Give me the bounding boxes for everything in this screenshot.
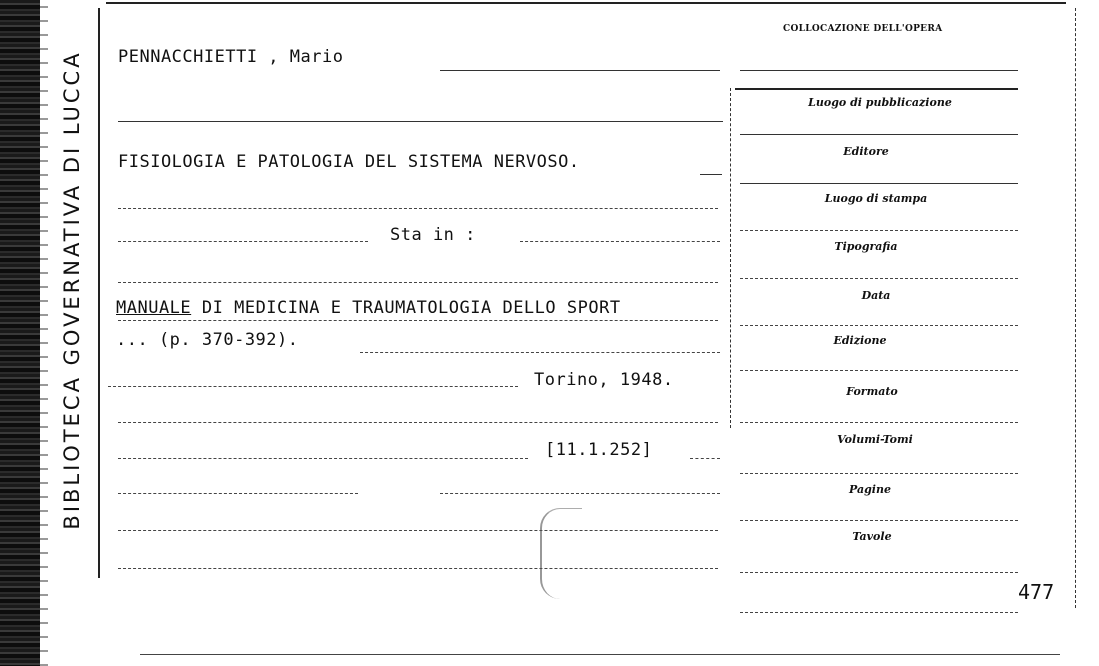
field-rule-9 [740, 520, 1018, 521]
host-work-rest: DI MEDICINA E TRAUMATOLOGIA DELLO SPORT [191, 298, 621, 318]
blank-rule-3 [118, 282, 718, 283]
sta-in-rule-left [118, 241, 368, 242]
left-margin-rule [98, 8, 100, 578]
field-rule-4 [740, 278, 1018, 279]
field-rule-1 [740, 134, 1018, 135]
library-spine [54, 0, 90, 580]
field-pagine: Pagine [849, 483, 891, 496]
field-luogo-stampa: Luogo di stampa [824, 192, 928, 205]
field-luogo-pubblicazione: Luogo di pubblicazione [808, 96, 952, 109]
sta-in-rule-right [520, 241, 720, 242]
right-edge-rule [1075, 8, 1076, 608]
blank-rule-2 [118, 208, 718, 209]
library-name: BIBLIOTECA GOVERNATIVA DI LUCCA [60, 50, 84, 530]
field-rule-2 [740, 183, 1018, 184]
field-rule-6 [740, 370, 1018, 371]
author: PENNACCHIETTI , Mario [118, 47, 344, 67]
author-rule [440, 70, 720, 71]
field-edizione: Edizione [833, 334, 887, 347]
section-divider [730, 88, 731, 428]
field-data: Data [861, 289, 891, 302]
field-rule-10 [740, 572, 1018, 573]
card-edge-highlight [40, 0, 48, 666]
field-volumi-tomi: Volumi-Tomi [837, 433, 913, 446]
field-editore: Editore [843, 145, 889, 158]
collocazione-heading: COLLOCAZIONE DELL'OPERA [783, 24, 943, 34]
host-work [116, 298, 621, 318]
host-work-prefix: MANUALE [116, 298, 192, 318]
collocazione-top-rule [735, 88, 1018, 90]
blank-rule-6 [440, 493, 720, 494]
field-rule-11 [740, 612, 1018, 613]
blank-rule-1 [118, 121, 723, 122]
title-rule [700, 174, 722, 175]
shelfmark-rule [118, 458, 528, 459]
field-formato: Formato [846, 385, 898, 398]
place-year-rule [108, 386, 518, 387]
place-year: Torino, 1948. [534, 370, 674, 390]
sta-in-label: Sta in : [390, 225, 476, 245]
corner-mark: 477 [1018, 580, 1055, 604]
field-rule-7 [740, 422, 1018, 423]
host-work-rule [118, 320, 718, 321]
page-range-rule [360, 352, 720, 353]
faint-stamp-mark [540, 508, 582, 599]
bottom-rule [140, 654, 1060, 655]
field-rule-5 [740, 325, 1018, 326]
field-tavole: Tavole [852, 530, 892, 543]
page-range: ... (p. 370-392). [116, 330, 299, 350]
top-rule [106, 2, 1066, 4]
author-rule-right [740, 70, 1018, 71]
blank-rule-4 [118, 422, 718, 423]
field-rule-8 [740, 473, 1018, 474]
shelfmark: [11.1.252] [545, 440, 653, 460]
work-title: FISIOLOGIA E PATOLOGIA DEL SISTEMA NERVOSO. [118, 152, 580, 172]
blank-rule-7 [118, 530, 718, 531]
blank-rule-5 [118, 493, 358, 494]
shelfmark-rule-right [690, 458, 720, 459]
field-rule-3 [740, 230, 1018, 231]
blank-rule-8 [118, 568, 718, 569]
field-tipografia: Tipografia [834, 240, 898, 253]
